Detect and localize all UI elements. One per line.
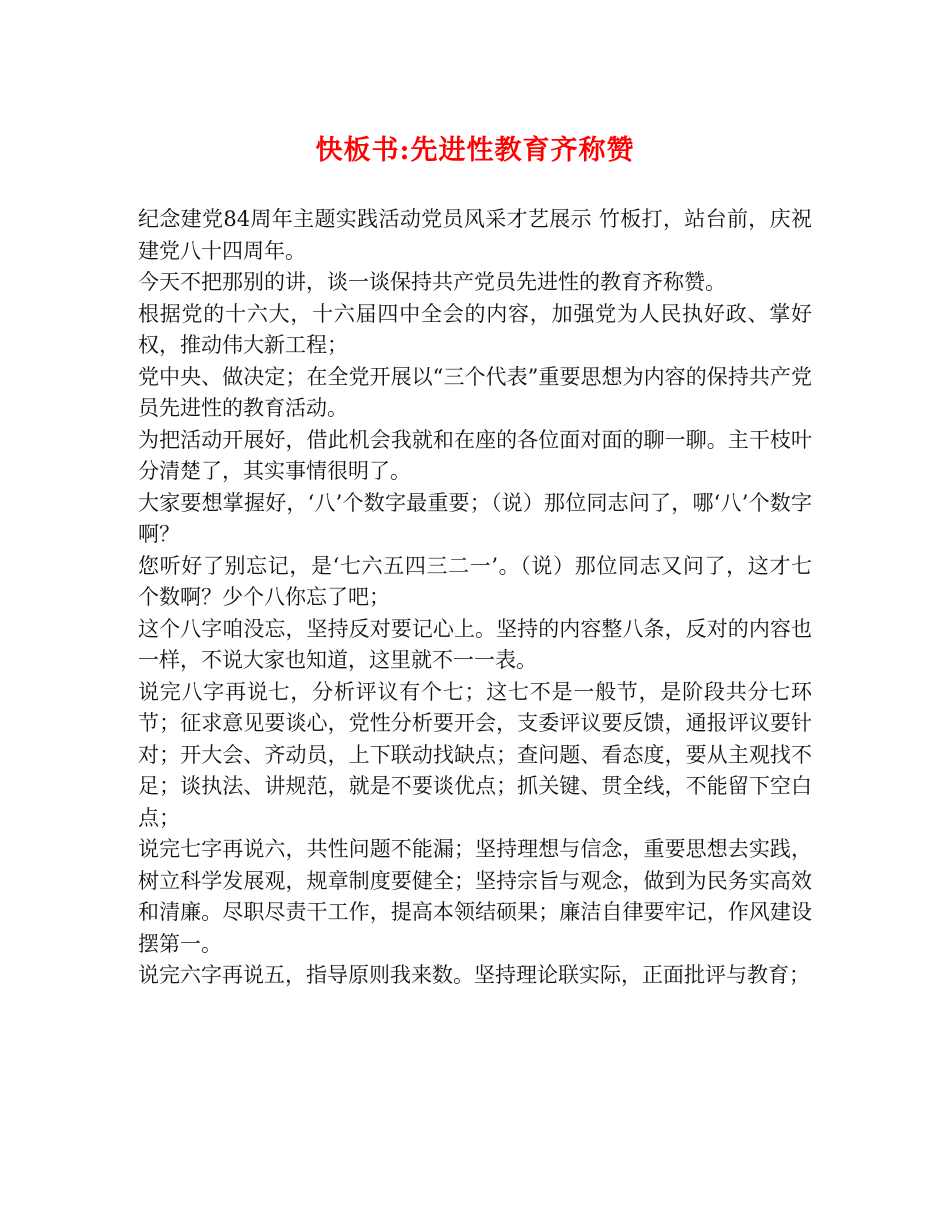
paragraph: 您听好了别忘记，是‘七六五四三二一’。（说）那位同志又问了，这才七个数啊？少个八你忘了吧； (138, 553, 812, 609)
document-title: 快板书:先进性教育齐称赞 (315, 135, 635, 166)
paragraph: 说完六字再说五，指导原则我来数。坚持理论联实际，正面批评与教育； (138, 963, 810, 987)
paragraph: 这个八字咱没忘，坚持反对要记心上。坚持的内容整八条，反对的内容也一样，不说大家也知道，这里就不一一表。 (138, 616, 812, 672)
paragraph: 党中央、做决定；在全党开展以“三个代表”重要思想为内容的保持共产党员先进性的教育活动。 (138, 364, 812, 420)
paragraph: 说完七字再说六，共性问题不能漏；坚持理想与信念，重要思想去实践，树立科学发展观，规章制度要健全；坚持宗旨与观念，做到为民务实高效和清廉。尽职尽责干工作，提高本领结硕果；廉洁自律要牢记，作风建设摆第一。 (138, 837, 812, 956)
paragraph: 为把活动开展好，借此机会我就和在座的各位面对面的聊一聊。主干枝叶分清楚了，其实事情很明了。 (138, 427, 812, 483)
document-body (138, 204, 812, 992)
paragraph: 说完八字再说七，分析评议有个七；这七不是一般节，是阶段共分七环节；征求意见要谈心，党性分析要开会，支委评议要反馈，通报评议要针对；开大会、齐动员，上下联动找缺点；查问题、看态度，要从主观找不足；谈执法、讲规范，就是不要谈优点；抓关键、贯全线，不能留下空白点； (138, 679, 812, 830)
paragraph: 根据党的十六大，十六届四中全会的内容，加强党为人民执好政、掌好权，推动伟大新工程； (138, 301, 812, 357)
paragraph: 大家要想掌握好，‘八’个数字最重要；（说）那位同志问了，哪‘八’个数字啊？ (138, 490, 812, 546)
paragraph: 纪念建党84周年主题实践活动党员风采才艺展示 竹板打，站台前，庆祝建党八十四周年。 (138, 207, 812, 263)
paragraph: 今天不把那别的讲，谈一谈保持共产党员先进性的教育齐称赞。 (138, 270, 726, 294)
